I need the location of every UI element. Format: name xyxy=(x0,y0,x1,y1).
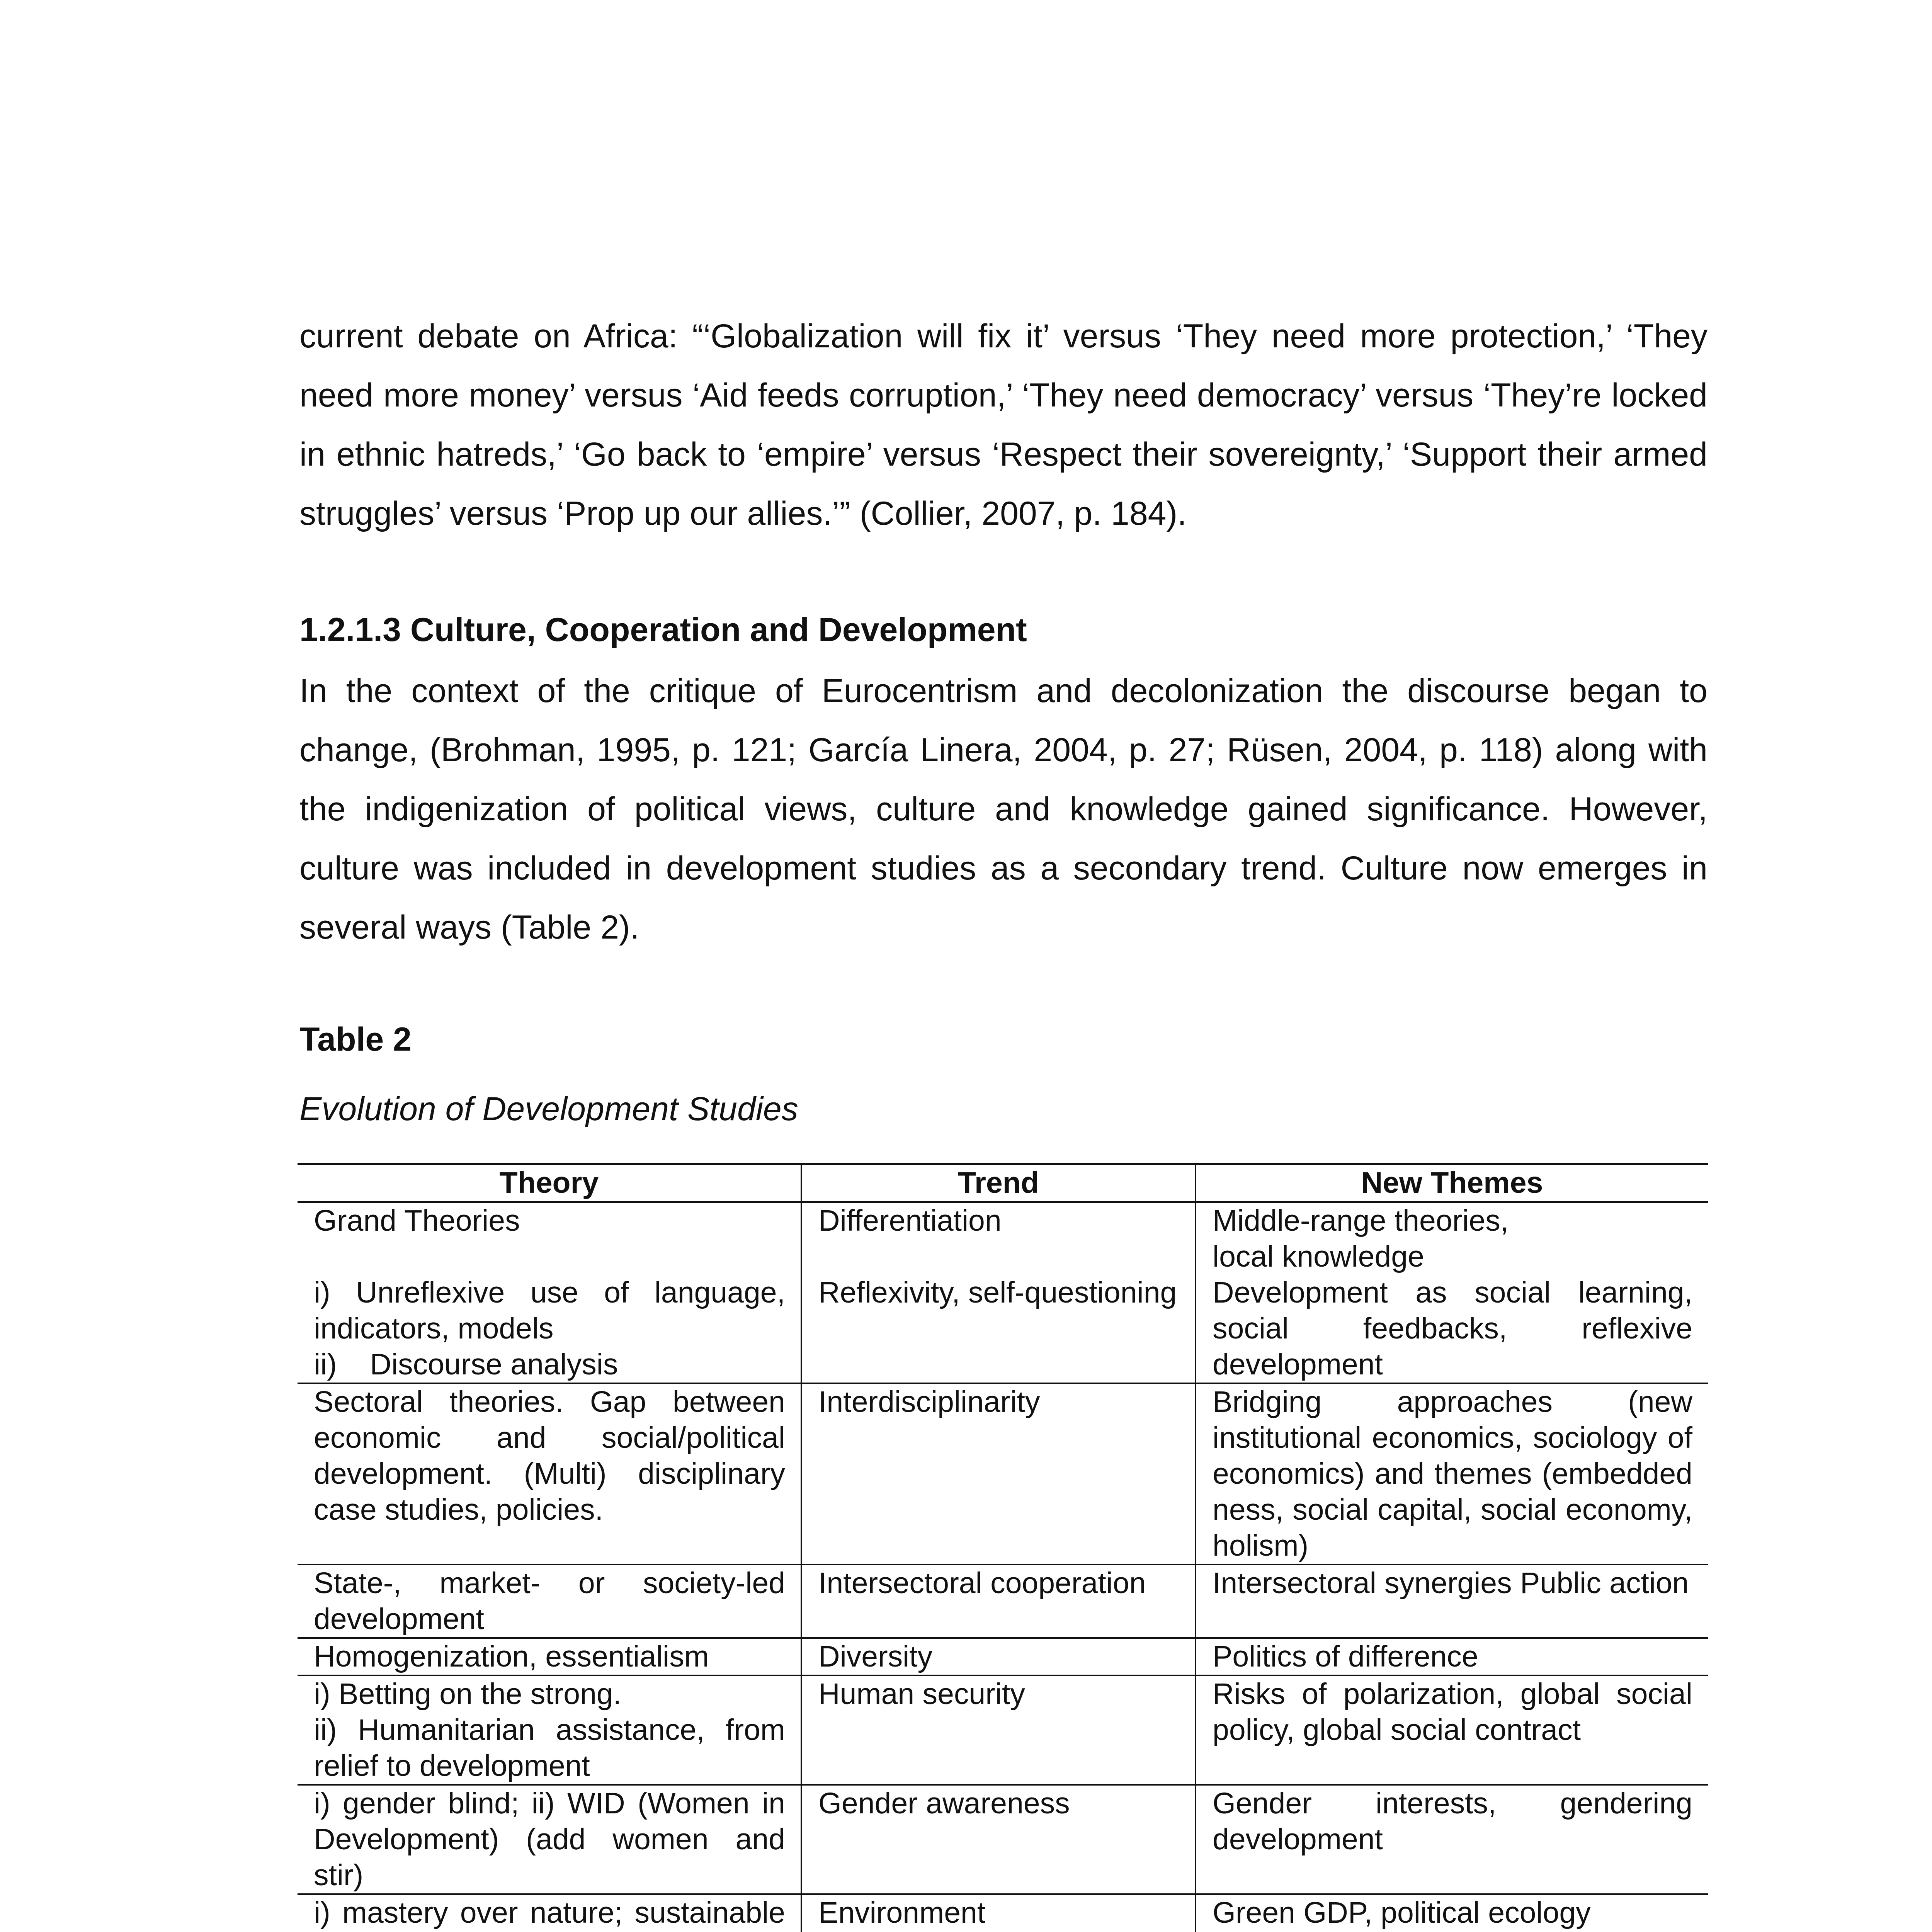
paragraph-collier-quote: current debate on Africa: “‘Globalization will fix it’ versus ‘They need more protection,’ ‘They need more money’ versus ‘Aid feeds corruption,’ ‘They need democracy’ versus ‘They’re locked in ethnic hatreds,’ ‘Go back to ‘empire’ versus ‘Respect their sovereignty,’ ‘Support their armed struggles’ versus ‘Prop up our allies.’” (Collier, 2007, p. 184). xyxy=(299,318,1708,532)
cell-theory: Sectoral theories. Gap between economic and social/political development. (Multi) disciplinary case studies, policies. xyxy=(298,1383,801,1565)
cell-theory xyxy=(298,1675,801,1785)
section-heading: 1.2.1.3 Culture, Cooperation and Development xyxy=(299,611,1027,648)
paragraph-culture-intro: In the context of the critique of Eurocentrism and decolonization the discourse began to change, (Brohman, 1995, p. 121; García Linera, 2004, p. 27; Rüsen, 2004, p. 118) along with the indigenization of political views, culture and knowledge gained significance. However, culture was included in development studies as a secondary trend. Culture now emerges in several ways (Table 2). xyxy=(299,672,1708,946)
table-row xyxy=(298,1202,1708,1275)
cell-themes: Bridging approaches (new institutional economics, sociology of economics) and themes (embedded ness, social capital, social economy, holism) xyxy=(1196,1383,1708,1565)
table-row xyxy=(298,1638,1708,1675)
cell-theory: Homogenization, essentialism xyxy=(298,1638,801,1675)
cell-theory-line: i) Betting on the strong. xyxy=(314,1677,622,1711)
cell-trend: Environment xyxy=(801,1894,1196,1932)
table-row xyxy=(298,1383,1708,1565)
cell-trend: Interdisciplinarity xyxy=(801,1383,1196,1565)
cell-themes: Development as social learning, social feedbacks, reflexive development xyxy=(1196,1275,1708,1383)
table-header-row xyxy=(298,1164,1708,1202)
cell-theory: Grand Theories xyxy=(314,1204,520,1237)
cell-themes-line: Middle-range theories, xyxy=(1213,1204,1509,1237)
cell-trend: Gender awareness xyxy=(801,1785,1196,1894)
cell-trend: Diversity xyxy=(801,1638,1196,1675)
cell-themes xyxy=(1196,1202,1708,1275)
cell-theory: State-, market- or society-led development xyxy=(298,1565,801,1638)
cell-themes: Risks of polarization, global social policy, global social contract xyxy=(1196,1675,1708,1785)
table-row xyxy=(298,1785,1708,1894)
table-row xyxy=(298,1275,1708,1383)
header-theory: Theory xyxy=(298,1164,801,1202)
table-row xyxy=(298,1894,1708,1932)
cell-trend: Human security xyxy=(801,1675,1196,1785)
cell-theory: i) mastery over nature; sustainable xyxy=(298,1894,801,1932)
cell-theory: i) gender blind; ii) WID (Women in Development) (add women and stir) xyxy=(298,1785,801,1894)
table-row xyxy=(298,1675,1708,1785)
cell-theory-line: i) Unreflexive use of language, indicators, models xyxy=(314,1276,785,1345)
cell-theory-line: ii) Humanitarian assistance, from relief to development xyxy=(314,1713,785,1782)
cell-trend: Intersectoral cooperation xyxy=(801,1565,1196,1638)
cell-themes: Gender interests, gendering development xyxy=(1196,1785,1708,1894)
cell-trend: Differentiation xyxy=(801,1202,1196,1275)
table-label: Table 2 xyxy=(299,1021,412,1058)
table-row xyxy=(298,1565,1708,1638)
cell-themes-line: local knowledge xyxy=(1213,1240,1424,1273)
cell-themes: Politics of difference xyxy=(1196,1638,1708,1675)
header-new-themes: New Themes xyxy=(1196,1164,1708,1202)
header-trend: Trend xyxy=(801,1164,1196,1202)
cell-themes: Intersectoral synergies Public action xyxy=(1196,1565,1708,1638)
cell-theory-line: ii) Discourse analysis xyxy=(314,1348,618,1381)
table-title: Evolution of Development Studies xyxy=(299,1090,798,1128)
cell-themes: Green GDP, political ecology xyxy=(1196,1894,1708,1932)
development-studies-table xyxy=(298,1163,1708,1932)
cell-theory xyxy=(298,1275,801,1383)
cell-trend: Reflexivity, self-questioning xyxy=(801,1275,1196,1383)
